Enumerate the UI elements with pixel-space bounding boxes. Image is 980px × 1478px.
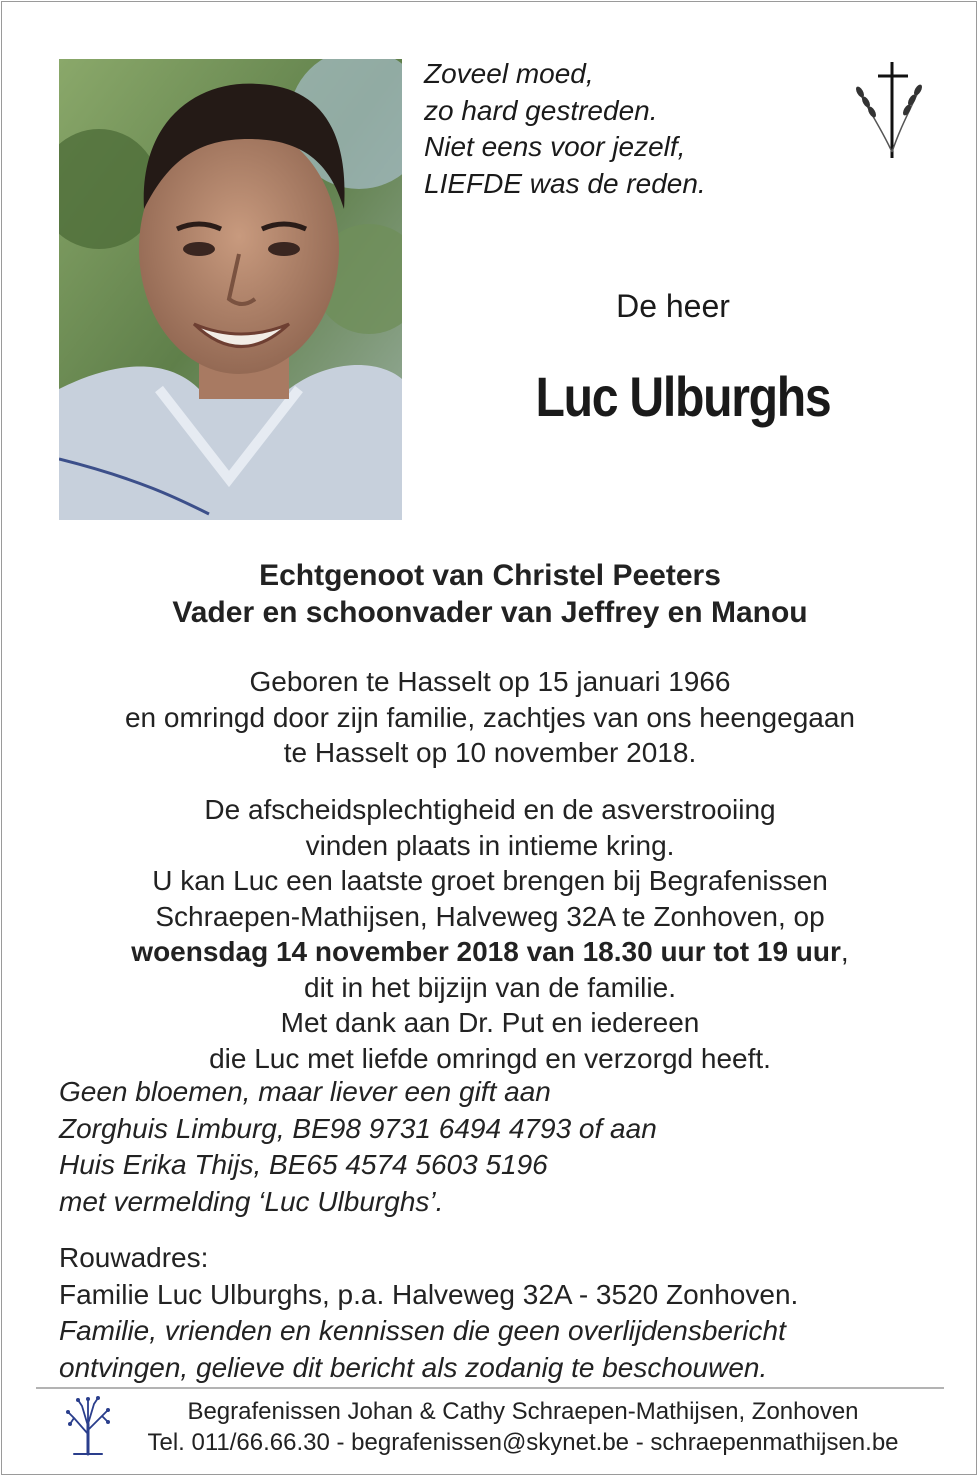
ceremony-line: De afscheidsplechtigheid en de asverstrooiing (204, 794, 776, 825)
ceremony-date: woensdag 14 november 2018 van 18.30 uur tot 19 uur (131, 936, 841, 967)
mourning-address (59, 1240, 798, 1386)
ceremony-line: vinden plaats in intieme kring. (305, 829, 675, 861)
poem-line: LIEFDE was de reden. (424, 167, 706, 199)
address-note-line: Familie, vrienden en kennissen die geen overlijdensbericht (59, 1315, 786, 1346)
tree-logo-icon (62, 1394, 114, 1456)
detail-line: en omringd door zijn familie, zachtjes van ons heengegaan (124, 701, 855, 733)
ceremony-details (0, 792, 980, 1076)
relation-line: Echtgenoot van Christel Peeters (259, 559, 721, 592)
address-note-line: ontvingen, gelieve dit bericht als zodanig te beschouwen. (59, 1351, 768, 1383)
portrait-photo (59, 59, 402, 520)
detail-line: te Hasselt op 10 november 2018. (283, 737, 697, 768)
ceremony-line: dit in het bijzijn van de familie. (304, 971, 676, 1003)
funeral-home-name: Begrafenissen Johan & Cathy Schraepen-Mathijsen, Zonhoven (187, 1398, 859, 1425)
birth-death-details (0, 664, 980, 771)
funeral-home-contact: Tel. 011/66.66.30 - begrafenissen@skynet.be - schraepenmathijsen.be (147, 1429, 899, 1456)
family-relations (0, 557, 980, 631)
funeral-home-footer (122, 1396, 924, 1458)
ceremony-line: U kan Luc een laatste groet brengen bij Begrafenissen (152, 865, 828, 896)
address-label: Rouwadres: (59, 1242, 209, 1273)
ceremony-line: Met dank aan Dr. Put en iedereen (280, 1007, 700, 1038)
donation-line: Geen bloemen, maar liever een gift aan (59, 1076, 551, 1107)
donation-line: Zorghuis Limburg, BE98 9731 6494 4793 of aan (59, 1112, 657, 1144)
poem-line: Zoveel moed, (424, 58, 594, 89)
address-line: Familie Luc Ulburghs, p.a. Halveweg 32A - 3520 Zonhoven. (59, 1278, 799, 1310)
poem-line: zo hard gestreden. (424, 94, 658, 126)
memorial-poem (424, 56, 706, 202)
detail-line: Geboren te Hasselt op 15 januari 1966 (249, 666, 731, 697)
ceremony-date-line (0, 934, 980, 970)
donation-line: Huis Erika Thijs, BE65 4574 5603 5196 (59, 1149, 548, 1180)
cross-with-wheat-icon (852, 60, 932, 160)
donation-request (59, 1074, 657, 1220)
ceremony-line: Schraepen-Mathijsen, Halveweg 32A te Zonhoven, op (155, 900, 825, 932)
deceased-name: Luc Ulburghs (535, 365, 831, 428)
relation-line: Vader en schoonvader van Jeffrey en Manou (172, 596, 808, 629)
donation-line: met vermelding ‘Luc Ulburghs’. (59, 1185, 444, 1217)
ceremony-line: die Luc met liefde omringd en verzorgd heeft. (209, 1042, 771, 1074)
footer-divider (36, 1387, 944, 1389)
honorific-title: De heer (616, 288, 730, 324)
ceremony-date-suffix: , (840, 936, 849, 967)
poem-line: Niet eens voor jezelf, (424, 131, 686, 162)
